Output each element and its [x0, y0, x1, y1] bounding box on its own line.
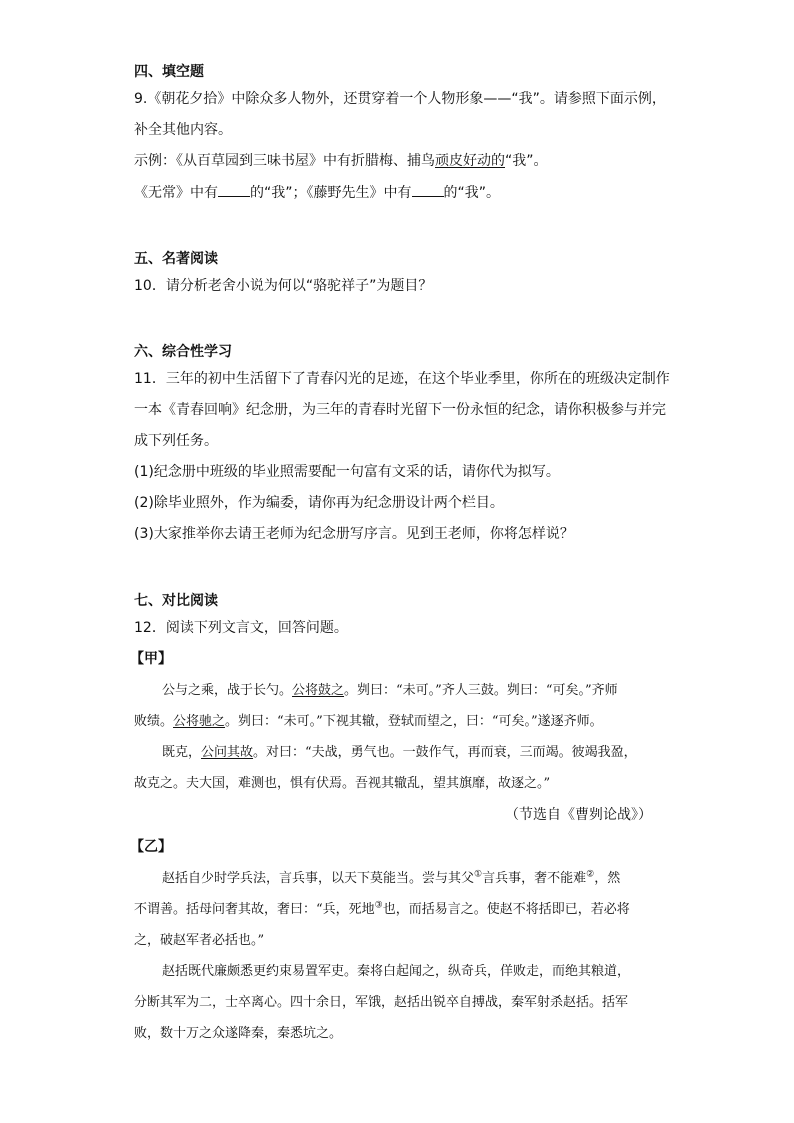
answer-blank-2[interactable]: [412, 183, 444, 197]
jia-underlined-1: 公将鼓之: [292, 683, 345, 698]
jia-text: 。对曰：“夫战，勇气也。一鼓作气，再而衰，三而竭。彼竭我盈，: [253, 745, 637, 760]
example-underlined: 顽皮好动的: [435, 153, 505, 169]
question-12: 12．阅读下列文言文，回答问题。: [134, 620, 348, 636]
yi-text: ，然: [594, 871, 621, 886]
section-heading-6: 六、综合性学习: [134, 344, 232, 360]
passage-yi-line-3: 之，破赵军者必括也。”: [134, 933, 265, 948]
example-text: 示例：《从百草园到三味书屋》中有折腊梅、捕鸟: [134, 153, 435, 169]
footnote-marker-1: ①: [474, 869, 483, 880]
question-9-line-2: 补全其他内容。: [134, 122, 232, 138]
jia-text: 。刿曰：“未可。”齐人三鼓。刿曰：“可矣。”齐师: [344, 683, 618, 698]
jia-text: 。刿曰：“未可。”下视其辙，登轼而望之，曰：“可矣。”遂逐齐师。: [225, 714, 603, 729]
passage-jia-line-1: [162, 682, 618, 700]
jia-underlined-2: 公将驰之: [173, 714, 226, 729]
passage-jia-source: （节选自《曹刿论战》）: [505, 807, 652, 823]
section-heading-7: 七、对比阅读: [134, 593, 218, 609]
passage-yi-label: 【乙】: [130, 839, 172, 855]
fill-text-2: 的“我”；《藤野先生》中有: [250, 185, 412, 201]
passage-jia-line-3: [162, 744, 637, 762]
jia-text: 公与之乘，战于长勺。: [162, 683, 293, 698]
yi-text: 不谓善。括母问奢其故，奢曰：“兵，死地: [134, 902, 375, 917]
section-heading-5: 五、名著阅读: [134, 251, 218, 267]
passage-jia-line-2: [134, 713, 603, 731]
passage-jia-label: 【甲】: [130, 651, 172, 667]
question-10: 10．请分析老舍小说为何以“骆驼祥子”为题目？: [134, 278, 433, 294]
question-9-example: [134, 152, 548, 170]
question-9-line-1: 9.《朝花夕拾》中除众多人物外，还贯穿着一个人物形象——“我”。请参照下面示例，: [134, 91, 666, 107]
fill-text-1: 《无常》中有: [134, 185, 218, 201]
jia-underlined-3: 公问其故: [201, 745, 254, 760]
example-text-end: “我”。: [505, 153, 548, 169]
footnote-marker-2: ②: [586, 869, 595, 880]
passage-yi-line-4: 赵括既代廉颇悉更约束易置军吏。秦将白起闻之，纵奇兵，佯败走，而绝其粮道，: [162, 964, 631, 979]
question-11-task-3: (3)大家推举你去请王老师为纪念册写序言。见到王老师，你将怎样说？: [134, 526, 574, 542]
yi-text: 赵括自少时学兵法，言兵事，以天下莫能当。尝与其父: [162, 871, 475, 886]
passage-yi-line-6: 败，数十万之众遂降秦，秦悉坑之。: [134, 1026, 343, 1041]
yi-text: 言兵事，奢不能难: [482, 871, 587, 886]
footnote-marker-3: ③: [374, 900, 383, 911]
jia-text: 败绩。: [134, 714, 174, 729]
question-9-fill: [134, 183, 500, 202]
passage-jia-line-4: 故克之。夫大国，难测也，惧有伏焉。吾视其辙乱，望其旗靡，故逐之。”: [134, 776, 551, 791]
passage-yi-line-1: [162, 870, 620, 888]
question-11-task-1: (1)纪念册中班级的毕业照需要配一句富有文采的话，请你代为拟写。: [134, 464, 560, 480]
jia-text: 既克，: [162, 745, 202, 760]
question-11-line-3: 成下列任务。: [134, 433, 218, 449]
question-11-task-2: (2)除毕业照外，作为编委，请你再为纪念册设计两个栏目。: [134, 495, 504, 511]
passage-yi-line-2: [134, 901, 630, 919]
section-heading-4: 四、填空题: [134, 64, 204, 80]
fill-text-3: 的“我”。: [443, 185, 501, 201]
question-11-line-1: 11．三年的初中生活留下了青春闪光的足迹，在这个毕业季里，你所在的班级决定制作: [134, 371, 670, 387]
passage-yi-line-5: 分断其军为二，士卒离心。四十余日，军饿，赵括出锐卒自搏战，秦军射杀赵括。括军: [134, 995, 629, 1010]
yi-text: 也，而括易言之。使赵不将括即已，若必将: [382, 902, 630, 917]
question-11-line-2: 一本《青春回响》纪念册，为三年的青春时光留下一份永恒的纪念，请你积极参与并完: [134, 402, 666, 418]
answer-blank-1[interactable]: [218, 183, 250, 197]
